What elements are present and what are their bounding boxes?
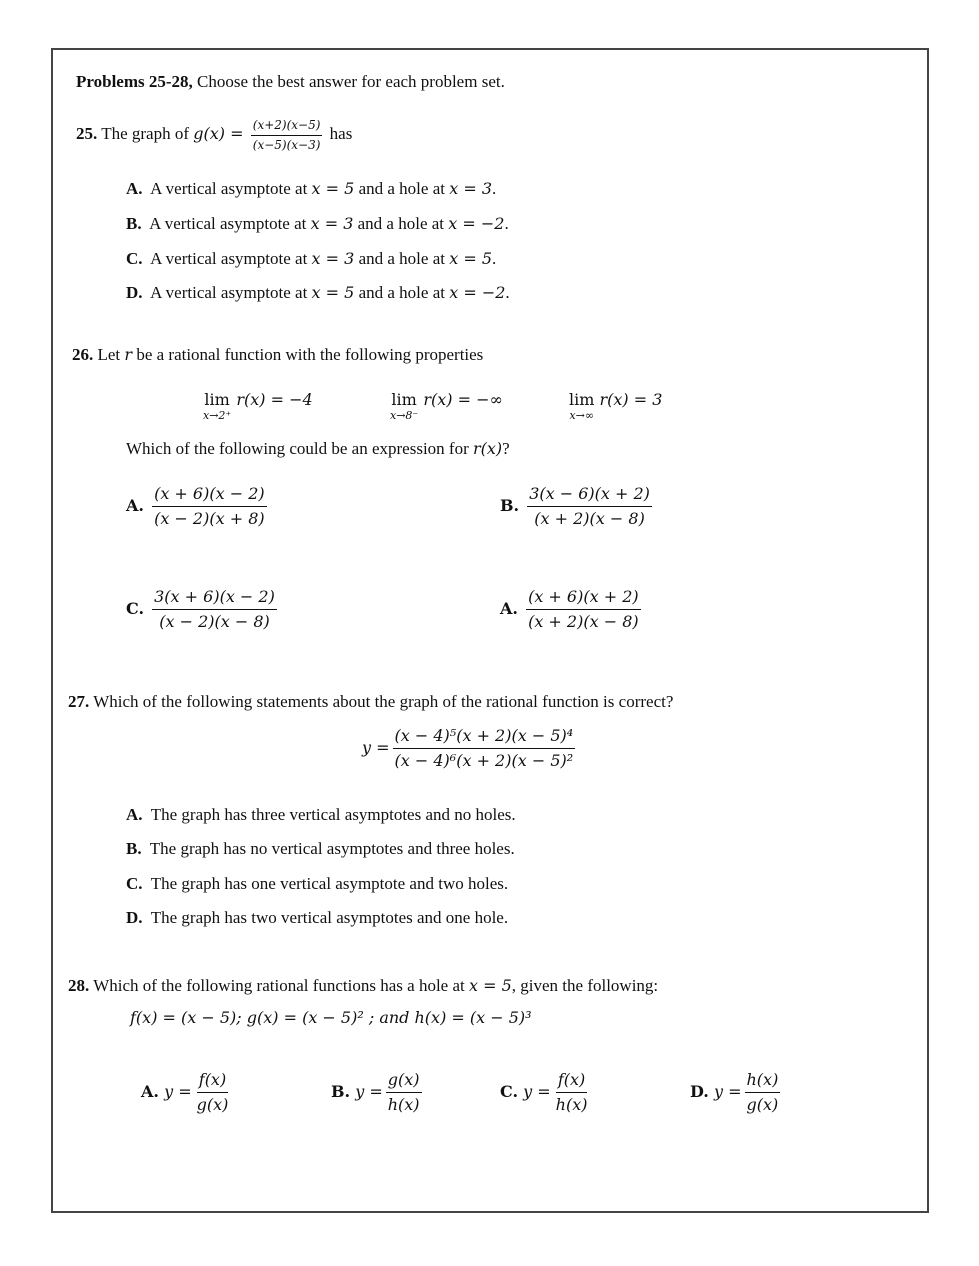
option-fraction — [527, 484, 652, 529]
q26-qend: ? — [502, 439, 510, 458]
limit-operator — [390, 391, 418, 422]
option-fraction — [526, 587, 641, 632]
q26-stem — [72, 345, 483, 365]
denominator: h(x) — [387, 1095, 420, 1114]
q25-function: g(x) = — [193, 124, 244, 143]
option-text: The graph has no vertical asymptotes and three holes. — [149, 839, 515, 858]
numerator: h(x) — [745, 1070, 781, 1093]
lim-sub: x→2⁺ — [203, 409, 232, 422]
option-letter: D. — [126, 908, 143, 927]
q25-tail: has — [325, 124, 353, 143]
option-fraction — [152, 484, 267, 529]
q27-option[interactable] — [126, 874, 508, 894]
numerator: 3(x − 6)(x + 2) — [527, 484, 652, 507]
option-lhs: y = — [164, 1082, 192, 1101]
option-hole: x = 3 — [449, 179, 492, 198]
q26-limit — [569, 391, 662, 422]
q28-text2: , given the following: — [511, 976, 659, 995]
q27-stem — [68, 692, 673, 712]
option-letter: B. — [500, 496, 520, 515]
lim-label: lim — [204, 390, 230, 409]
q26-lead: Let — [97, 345, 125, 364]
option-text: The graph has three vertical asymptotes and no holes. — [150, 805, 516, 824]
q27-numerator: (x − 4)⁵(x + 2)(x − 5)⁴ — [393, 726, 576, 749]
denominator: (x − 2)(x + 8) — [154, 509, 265, 528]
q26-question — [126, 439, 510, 459]
q28-option[interactable] — [141, 1068, 233, 1116]
option-letter: C. — [126, 874, 143, 893]
option-hole: x = 5 — [449, 249, 492, 268]
q25-option[interactable] — [126, 283, 510, 303]
option-letter: C. — [500, 1082, 519, 1101]
q26-option[interactable] — [126, 585, 280, 633]
q26-tail: be a rational function with the following properties — [132, 345, 484, 364]
q25-lead: The graph of — [101, 124, 194, 143]
q27-lhs: y = — [362, 738, 390, 757]
option-fraction — [745, 1070, 781, 1115]
option-lhs: y = — [713, 1082, 742, 1101]
option-fraction — [195, 1070, 231, 1115]
option-end: . — [505, 283, 510, 302]
q26-number: 26. — [72, 345, 94, 364]
q25-denominator: (x−5)(x−3) — [252, 137, 321, 152]
q25-number: 25. — [76, 124, 98, 143]
q28-number: 28. — [68, 976, 90, 995]
numerator: g(x) — [386, 1070, 422, 1093]
denominator: h(x) — [555, 1095, 588, 1114]
option-text: The graph has one vertical asymptote and two holes. — [150, 874, 509, 893]
instructions-text: Choose the best answer for each problem set. — [192, 72, 505, 91]
option-lhs: y = — [355, 1082, 383, 1101]
option-lhs: y = — [523, 1082, 551, 1101]
denominator: (x − 2)(x − 8) — [159, 612, 270, 631]
option-hole: x = −2 — [449, 283, 506, 302]
q27-option[interactable] — [126, 805, 516, 825]
numerator: (x + 6)(x − 2) — [152, 484, 267, 507]
q26-limit — [390, 391, 503, 422]
q28-option[interactable] — [690, 1068, 783, 1116]
lim-expr: r(x) = −4 — [236, 390, 313, 409]
lim-label: lim — [391, 390, 417, 409]
option-hole: x = −2 — [448, 214, 505, 233]
option-text: A vertical asymptote at — [150, 249, 312, 268]
q25-option[interactable] — [126, 214, 509, 234]
q28-condition: x = 5 — [469, 976, 512, 995]
q25-numerator: (x+2)(x−5) — [251, 118, 323, 136]
denominator: (x + 2)(x − 8) — [534, 509, 645, 528]
option-letter: A. — [141, 1082, 159, 1101]
option-letter: B. — [126, 214, 142, 233]
q26-var: r — [124, 345, 133, 364]
q27-denominator: (x − 4)⁶(x + 2)(x − 5)² — [394, 751, 574, 770]
q28-text: Which of the following rational functions has a hole at — [93, 976, 469, 995]
denominator: g(x) — [746, 1095, 779, 1114]
lim-sub: x→8⁻ — [390, 409, 419, 422]
q25-stem — [76, 116, 352, 153]
q27-number: 27. — [68, 692, 90, 711]
q26-question-text: Which of the following could be an expression for — [126, 439, 473, 458]
option-fraction — [554, 1070, 590, 1115]
q28-option[interactable] — [500, 1068, 592, 1116]
option-text: A vertical asymptote at — [150, 283, 312, 302]
option-asymptote: x = 5 — [311, 283, 355, 302]
q27-fraction — [393, 726, 576, 771]
q25-option[interactable] — [126, 179, 496, 199]
instructions-bold: Problems 25-28, — [76, 72, 193, 91]
option-text: A vertical asymptote at — [149, 214, 311, 233]
q27-text: Which of the following statements about the graph of the rational function is correct? — [93, 692, 674, 711]
q27-option[interactable] — [126, 839, 515, 859]
option-asymptote: x = 3 — [311, 249, 355, 268]
numerator: f(x) — [556, 1070, 587, 1093]
option-letter: C. — [126, 599, 145, 618]
numerator: f(x) — [197, 1070, 228, 1093]
lim-expr: r(x) = −∞ — [423, 390, 503, 409]
q28-option[interactable] — [331, 1068, 425, 1116]
lim-expr: r(x) = 3 — [599, 390, 663, 409]
q26-option[interactable] — [126, 482, 270, 530]
q26-limit — [203, 391, 313, 422]
option-mid: and a hole at — [354, 249, 450, 268]
q26-option[interactable] — [500, 585, 644, 633]
option-fraction — [152, 587, 277, 632]
lim-sub: x→∞ — [569, 409, 594, 422]
option-letter: B. — [331, 1082, 351, 1101]
option-asymptote: x = 3 — [310, 214, 354, 233]
option-mid: and a hole at — [354, 179, 450, 198]
q25-option[interactable] — [126, 249, 496, 269]
option-fraction — [386, 1070, 422, 1115]
option-mid: and a hole at — [353, 214, 449, 233]
option-letter: A. — [126, 179, 143, 198]
denominator: g(x) — [196, 1095, 229, 1114]
q28-given: f(x) = (x − 5); g(x) = (x − 5)² ; and h(x) = (x − 5)³ — [130, 1008, 532, 1027]
limit-operator — [569, 391, 594, 422]
q27-option[interactable] — [126, 908, 508, 928]
option-end: . — [492, 249, 497, 268]
option-text: A vertical asymptote at — [150, 179, 312, 198]
option-letter: A. — [126, 805, 143, 824]
option-mid: and a hole at — [354, 283, 450, 302]
numerator: 3(x + 6)(x − 2) — [152, 587, 277, 610]
option-end: . — [492, 179, 497, 198]
option-letter: D. — [690, 1082, 709, 1101]
q27-equation — [362, 722, 578, 774]
option-end: . — [504, 214, 509, 233]
option-asymptote: x = 5 — [311, 179, 355, 198]
instructions — [76, 72, 505, 92]
q26-option[interactable] — [500, 482, 655, 530]
q25-fraction — [251, 118, 323, 153]
lim-label: lim — [569, 390, 595, 409]
option-text: The graph has two vertical asymptotes and one hole. — [150, 908, 509, 927]
q26-qvar: r(x) — [473, 439, 503, 458]
limit-operator — [203, 391, 231, 422]
numerator: (x + 6)(x + 2) — [526, 587, 641, 610]
option-letter: B. — [126, 839, 142, 858]
q28-stem — [68, 976, 658, 996]
denominator: (x + 2)(x − 8) — [528, 612, 639, 631]
option-letter: C. — [126, 249, 143, 268]
option-letter: D. — [126, 283, 143, 302]
option-letter: A. — [500, 599, 518, 618]
option-letter: A. — [126, 496, 144, 515]
